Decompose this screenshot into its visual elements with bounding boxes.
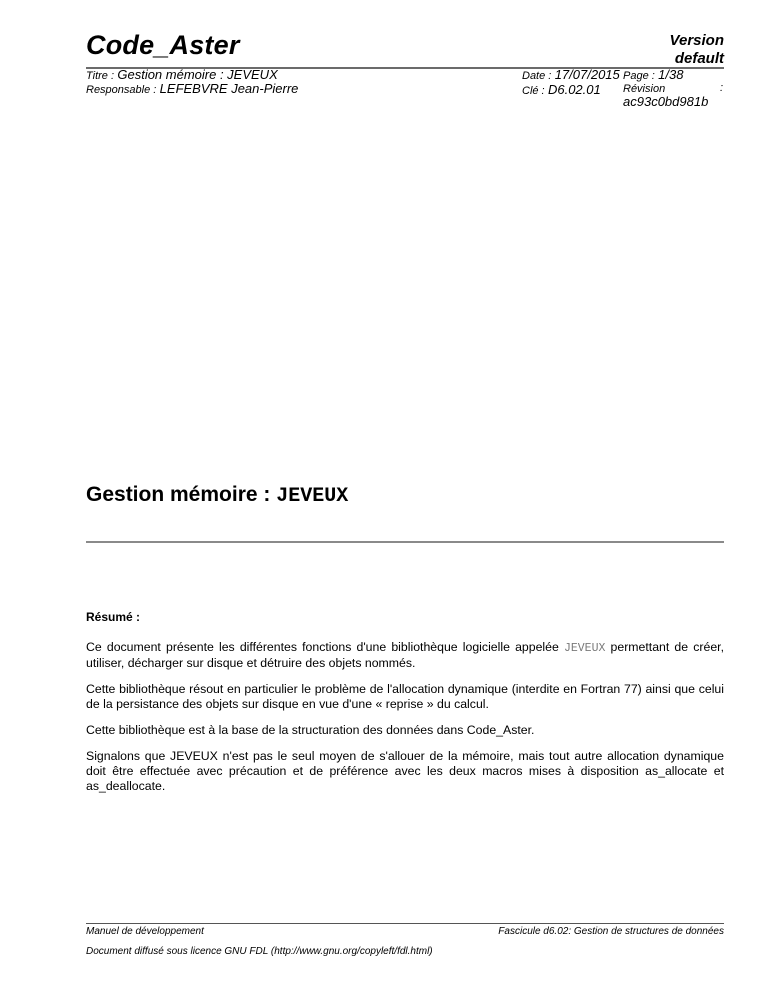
responsable-label: Responsable : xyxy=(86,84,157,96)
paragraph-1 xyxy=(86,640,724,671)
header-responsable xyxy=(86,82,298,97)
page-value: 1/38 xyxy=(658,67,684,82)
cle-label: Clé : xyxy=(522,85,545,97)
footer-left: Manuel de développement xyxy=(86,926,204,937)
footer-license: Document diffusé sous licence GNU FDL (http://www.gnu.org/copyleft/fdl.html) xyxy=(86,946,433,957)
paragraph-3: Cette bibliothèque est à la base de la structuration des données dans Code_Aster. xyxy=(86,723,535,737)
titre-value: Gestion mémoire : JEVEUX xyxy=(117,67,278,82)
header-cle xyxy=(522,83,601,98)
header-date xyxy=(522,68,620,83)
resume-heading: Résumé : xyxy=(86,610,141,624)
date-label: Date : xyxy=(522,70,552,82)
paragraph-1-after: permettant de créer, utiliser, décharger sur disque et détruire des objets nommés. xyxy=(86,640,724,670)
document-title-prefix: Gestion mémoire : xyxy=(86,483,277,506)
paragraph-4: Signalons que JEVEUX n'est pas le seul moyen de s'allouer de la mémoire, mais tout autre allocation dynamique doit être effectuée avec précaution et de préférence avec les deux macros mises à disposition as_allocate et as_deallocate. xyxy=(86,749,724,793)
paragraph-2: Cette bibliothèque résout en particulier le problème de l'allocation dynamique (interdite en Fortran 77) ainsi que celui de la persistance des objets sur disque en vue d'une « reprise » du calcul. xyxy=(86,682,724,711)
version-value: default xyxy=(674,50,724,67)
paragraph-1-code: JEVEUX xyxy=(563,642,606,655)
titre-label: Titre : xyxy=(86,70,115,82)
cle-value: D6.02.01 xyxy=(547,82,601,97)
document-title xyxy=(86,483,348,508)
date-value: 17/07/2015 xyxy=(554,67,620,82)
responsable-value: LEFEBVRE Jean-Pierre xyxy=(159,81,299,96)
title-rule xyxy=(86,541,724,543)
revision-label: Révision xyxy=(623,83,666,95)
page-label: Page : xyxy=(623,70,655,82)
version-label: Version xyxy=(669,32,724,49)
revision-colon: : xyxy=(719,82,723,94)
footer-rule xyxy=(86,923,724,924)
paragraph-1-before: Ce document présente les différentes fonctions d'une bibliothèque logicielle appelée xyxy=(86,640,564,654)
revision-value: ac93c0bd981b xyxy=(623,94,709,109)
version-block xyxy=(670,32,724,68)
document-title-mono: JEVEUX xyxy=(276,485,349,508)
footer-right: Fascicule d6.02: Gestion de structures de données xyxy=(498,926,724,937)
brand-title: Code_Aster xyxy=(86,30,240,60)
